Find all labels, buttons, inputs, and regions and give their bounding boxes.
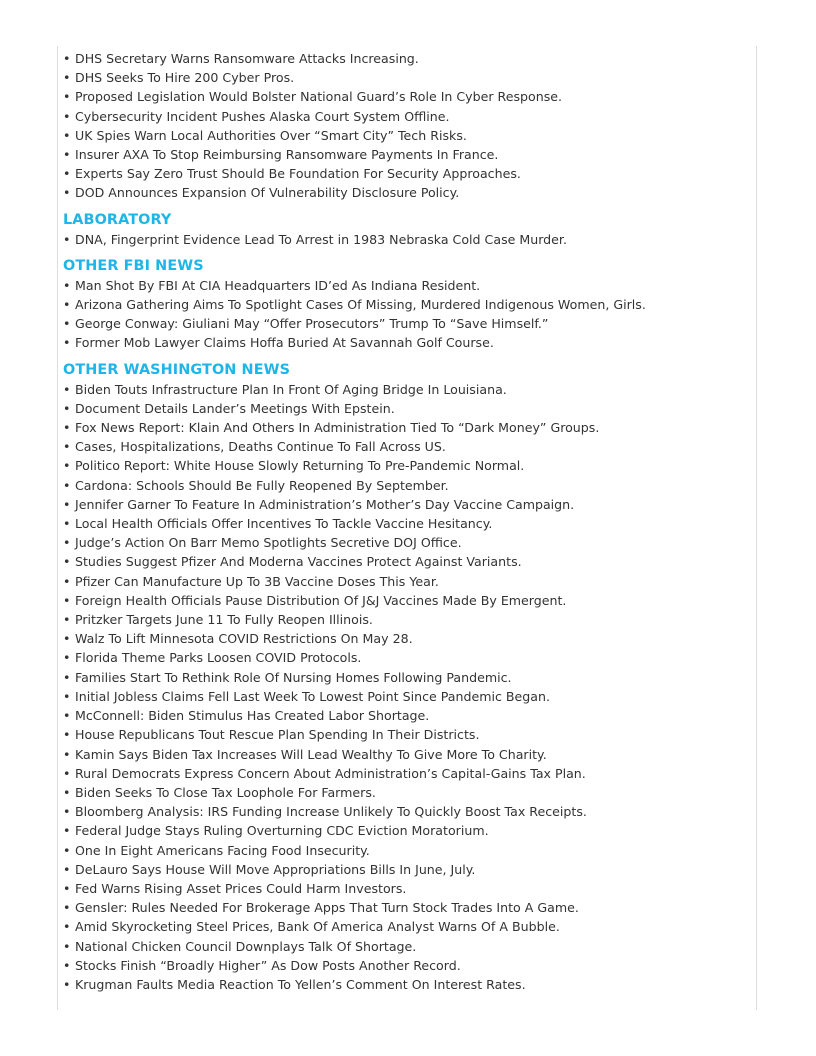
headline-item[interactable] bbox=[63, 591, 753, 610]
headline-item[interactable] bbox=[63, 418, 753, 437]
headline-text[interactable]: National Chicken Council Downplays Talk Of Shortage. bbox=[75, 938, 417, 954]
section-heading: OTHER WASHINGTON NEWS bbox=[63, 361, 291, 378]
bullet-icon: • bbox=[63, 612, 71, 628]
bullet-icon: • bbox=[63, 477, 71, 493]
news-digest-body bbox=[63, 49, 753, 994]
bullet-icon: • bbox=[63, 400, 71, 416]
bullet-icon: • bbox=[63, 804, 71, 820]
headline-text[interactable]: Stocks Finish “Broadly Higher” As Dow Posts Another Record. bbox=[75, 957, 461, 973]
headline-text[interactable]: Biden Seeks To Close Tax Loophole For Farmers. bbox=[75, 784, 376, 800]
headline-item[interactable] bbox=[63, 783, 753, 802]
bullet-icon: • bbox=[63, 108, 71, 124]
headline-item[interactable] bbox=[63, 552, 753, 571]
bullet-icon: • bbox=[63, 554, 71, 570]
headline-text[interactable]: DHS Secretary Warns Ransomware Attacks Increasing. bbox=[75, 51, 419, 66]
headline-text[interactable]: Pritzker Targets June 11 To Fully Reopen Illinois. bbox=[75, 612, 373, 628]
bullet-icon: • bbox=[63, 70, 71, 86]
bullet-icon: • bbox=[63, 900, 71, 916]
bullet-icon: • bbox=[63, 957, 71, 973]
headline-item[interactable] bbox=[63, 802, 753, 821]
headline-item[interactable] bbox=[63, 629, 753, 648]
headline-item[interactable] bbox=[63, 841, 753, 860]
headline-text[interactable]: Judge’s Action On Barr Memo Spotlights Secretive DOJ Office. bbox=[75, 535, 462, 551]
headline-text[interactable]: Florida Theme Parks Loosen COVID Protocols. bbox=[75, 650, 362, 666]
headline-item[interactable] bbox=[63, 230, 753, 249]
headline-item[interactable] bbox=[63, 764, 753, 783]
headline-item[interactable] bbox=[63, 745, 753, 764]
headline-text[interactable]: Studies Suggest Pfizer And Moderna Vaccines Protect Against Variants. bbox=[75, 554, 522, 570]
bullet-icon: • bbox=[63, 976, 71, 992]
headline-text[interactable]: Bloomberg Analysis: IRS Funding Increase Unlikely To Quickly Boost Tax Receipts. bbox=[75, 804, 587, 820]
headline-text[interactable]: Initial Jobless Claims Fell Last Week To Lowest Point Since Pandemic Began. bbox=[75, 688, 551, 704]
headline-text[interactable]: Walz To Lift Minnesota COVID Restrictions On May 28. bbox=[75, 631, 413, 647]
headline-text[interactable]: Amid Skyrocketing Steel Prices, Bank Of America Analyst Warns Of A Bubble. bbox=[75, 919, 560, 935]
headline-text[interactable]: Rural Democrats Express Concern About Administration’s Capital-Gains Tax Plan. bbox=[75, 765, 586, 781]
bullet-icon: • bbox=[63, 650, 71, 666]
section-heading: OTHER FBI NEWS bbox=[63, 257, 204, 274]
headline-item[interactable] bbox=[63, 648, 753, 667]
headline-text[interactable]: One In Eight Americans Facing Food Insecurity. bbox=[75, 842, 370, 858]
headline-item[interactable] bbox=[63, 879, 753, 898]
headline-text[interactable]: Man Shot By FBI At CIA Headquarters ID’ed As Indiana Resident. bbox=[75, 277, 481, 293]
headline-item[interactable] bbox=[63, 380, 753, 399]
headline-text[interactable]: DOD Announces Expansion Of Vulnerability Disclosure Policy. bbox=[75, 185, 460, 201]
headline-text[interactable]: Pfizer Can Manufacture Up To 3B Vaccine Doses This Year. bbox=[75, 573, 439, 589]
headline-text[interactable]: DHS Seeks To Hire 200 Cyber Pros. bbox=[75, 70, 295, 86]
headline-text[interactable]: Foreign Health Officials Pause Distribution Of J&J Vaccines Made By Emergent. bbox=[75, 592, 567, 608]
headline-text[interactable]: DeLauro Says House Will Move Appropriations Bills In June, July. bbox=[75, 861, 476, 877]
bullet-icon: • bbox=[63, 277, 71, 293]
headline-item[interactable] bbox=[63, 975, 753, 994]
headline-item[interactable] bbox=[63, 725, 753, 744]
headline-text[interactable]: Former Mob Lawyer Claims Hoffa Buried At Savannah Golf Course. bbox=[75, 335, 494, 351]
bullet-icon: • bbox=[63, 919, 71, 935]
headline-text[interactable]: Biden Touts Infrastructure Plan In Front Of Aging Bridge In Louisiana. bbox=[75, 381, 507, 397]
headline-text[interactable]: Document Details Lander’s Meetings With Epstein. bbox=[75, 400, 395, 416]
headline-text[interactable]: Insurer AXA To Stop Reimbursing Ransomware Payments In France. bbox=[75, 147, 499, 163]
headline-item[interactable] bbox=[63, 514, 753, 533]
headline-item[interactable] bbox=[63, 533, 753, 552]
headline-text[interactable]: Jennifer Garner To Feature In Administration’s Mother’s Day Vaccine Campaign. bbox=[75, 496, 575, 512]
bullet-icon: • bbox=[63, 727, 71, 743]
headline-item[interactable] bbox=[63, 126, 753, 145]
headline-text[interactable]: Federal Judge Stays Ruling Overturning CDC Eviction Moratorium. bbox=[75, 823, 489, 839]
bullet-icon: • bbox=[63, 708, 71, 724]
bullet-icon: • bbox=[63, 185, 71, 201]
bullet-icon: • bbox=[63, 688, 71, 704]
headline-item[interactable] bbox=[63, 49, 753, 68]
headline-text[interactable]: Cybersecurity Incident Pushes Alaska Court System Offline. bbox=[75, 108, 450, 124]
bullet-icon: • bbox=[63, 669, 71, 685]
bullet-icon: • bbox=[63, 316, 71, 332]
headline-text[interactable]: Kamin Says Biden Tax Increases Will Lead Wealthy To Give More To Charity. bbox=[75, 746, 547, 762]
headline-item[interactable] bbox=[63, 917, 753, 936]
bullet-icon: • bbox=[63, 938, 71, 954]
headline-text[interactable]: Gensler: Rules Needed For Brokerage Apps That Turn Stock Trades Into A Game. bbox=[75, 900, 579, 916]
bullet-icon: • bbox=[63, 89, 71, 105]
headline-item[interactable] bbox=[63, 495, 753, 514]
headline-text[interactable]: McConnell: Biden Stimulus Has Created Labor Shortage. bbox=[75, 708, 430, 724]
headline-item[interactable] bbox=[63, 314, 753, 333]
headline-text[interactable]: Cardona: Schools Should Be Fully Reopened By September. bbox=[75, 477, 449, 493]
headline-item[interactable] bbox=[63, 164, 753, 183]
bullet-icon: • bbox=[63, 784, 71, 800]
headline-item[interactable] bbox=[63, 821, 753, 840]
bullet-icon: • bbox=[63, 842, 71, 858]
bullet-icon: • bbox=[63, 147, 71, 163]
bullet-icon: • bbox=[63, 746, 71, 762]
headline-item[interactable] bbox=[63, 668, 753, 687]
headline-text[interactable]: House Republicans Tout Rescue Plan Spending In Their Districts. bbox=[75, 727, 480, 743]
bullet-icon: • bbox=[63, 592, 71, 608]
bullet-icon: • bbox=[63, 823, 71, 839]
headline-item[interactable] bbox=[63, 937, 753, 956]
section-heading: LABORATORY bbox=[63, 211, 172, 228]
headline-text[interactable]: UK Spies Warn Local Authorities Over “Smart City” Tech Risks. bbox=[75, 127, 467, 143]
bullet-icon: • bbox=[63, 516, 71, 532]
headline-item[interactable] bbox=[63, 295, 753, 314]
headline-text[interactable]: Krugman Faults Media Reaction To Yellen’s Comment On Interest Rates. bbox=[75, 976, 526, 992]
bullet-icon: • bbox=[63, 127, 71, 143]
bullet-icon: • bbox=[63, 765, 71, 781]
headline-item[interactable] bbox=[63, 476, 753, 495]
headline-text[interactable]: Experts Say Zero Trust Should Be Foundation For Security Approaches. bbox=[75, 166, 521, 182]
bullet-icon: • bbox=[63, 535, 71, 551]
headline-item[interactable] bbox=[63, 333, 753, 352]
headline-text[interactable]: Politico Report: White House Slowly Returning To Pre-Pandemic Normal. bbox=[75, 458, 525, 474]
headline-item[interactable] bbox=[63, 898, 753, 917]
headline-text[interactable]: Arizona Gathering Aims To Spotlight Cases Of Missing, Murdered Indigenous Women, Girls. bbox=[75, 297, 646, 313]
headline-item[interactable] bbox=[63, 610, 753, 629]
headline-text[interactable]: Fox News Report: Klain And Others In Administration Tied To “Dark Money” Groups. bbox=[75, 420, 600, 436]
bullet-icon: • bbox=[63, 166, 71, 182]
bullet-icon: • bbox=[63, 335, 71, 351]
bullet-icon: • bbox=[63, 458, 71, 474]
headline-text[interactable]: Proposed Legislation Would Bolster National Guard’s Role In Cyber Response. bbox=[75, 89, 563, 105]
bullet-icon: • bbox=[63, 420, 71, 436]
headline-text[interactable]: George Conway: Giuliani May “Offer Prosecutors” Trump To “Save Himself.” bbox=[75, 316, 549, 332]
headline-text[interactable]: Cases, Hospitalizations, Deaths Continue To Fall Across US. bbox=[75, 439, 446, 455]
headline-item[interactable] bbox=[63, 87, 753, 106]
headline-item[interactable] bbox=[63, 687, 753, 706]
headline-text[interactable]: DNA, Fingerprint Evidence Lead To Arrest in 1983 Nebraska Cold Case Murder. bbox=[75, 231, 567, 247]
headline-item[interactable] bbox=[63, 276, 753, 295]
headline-item[interactable] bbox=[63, 145, 753, 164]
headline-text[interactable]: Fed Warns Rising Asset Prices Could Harm Investors. bbox=[75, 880, 407, 896]
headline-item[interactable] bbox=[63, 68, 753, 87]
headline-text[interactable]: Local Health Officials Offer Incentives To Tackle Vaccine Hesitancy. bbox=[75, 516, 493, 532]
headline-item[interactable] bbox=[63, 107, 753, 126]
bullet-icon: • bbox=[63, 231, 71, 247]
bullet-icon: • bbox=[63, 51, 71, 66]
headline-item[interactable] bbox=[63, 456, 753, 475]
headline-item[interactable] bbox=[63, 706, 753, 725]
bullet-icon: • bbox=[63, 297, 71, 313]
headline-item[interactable] bbox=[63, 399, 753, 418]
bullet-icon: • bbox=[63, 439, 71, 455]
bullet-icon: • bbox=[63, 496, 71, 512]
bullet-icon: • bbox=[63, 861, 71, 877]
bullet-icon: • bbox=[63, 381, 71, 397]
bullet-icon: • bbox=[63, 631, 71, 647]
bullet-icon: • bbox=[63, 880, 71, 896]
headline-item[interactable] bbox=[63, 860, 753, 879]
bullet-icon: • bbox=[63, 573, 71, 589]
headline-item[interactable] bbox=[63, 437, 753, 456]
headline-item[interactable] bbox=[63, 956, 753, 975]
headline-text[interactable]: Families Start To Rethink Role Of Nursing Homes Following Pandemic. bbox=[75, 669, 512, 685]
headline-item[interactable] bbox=[63, 572, 753, 591]
headline-item[interactable] bbox=[63, 183, 753, 202]
